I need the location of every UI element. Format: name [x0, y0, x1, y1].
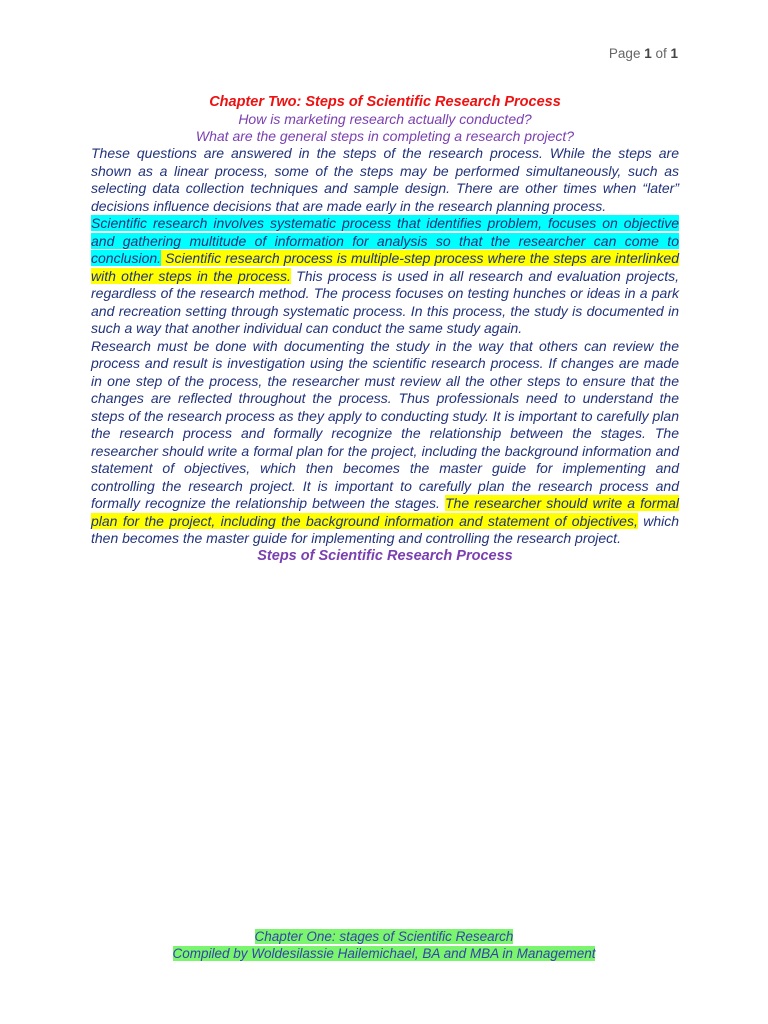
page-current: 1	[644, 46, 652, 61]
page-indicator	[609, 46, 678, 61]
section-subtitle: Steps of Scientific Research Process	[257, 547, 513, 564]
footer	[0, 928, 768, 962]
footer-line-1: Chapter One: stages of Scientific Research	[254, 929, 514, 944]
highlight-yellow-2: The researcher should write a formal plan for the project, including the background information and statement of objectives,	[91, 495, 679, 529]
highlight-cyan: Scientific research involves systematic process that identifies problem, focuses on objective and gathering multitude of information for analysis so that the researcher can come to conclusion.	[91, 215, 679, 266]
paragraph-3-start: Research must be done with documenting the study in the way that others can review the process and result is investigation using the scientific research process. If changes are made in one step of the process, the researcher must review all the other steps to ensure that the changes are reflected throughout the process. Thus professionals need to understand the steps of the research process as they apply to conducting study. It is important to carefully plan the research process and formally recognize the relationship between the stages. The researcher should write a formal plan for the project, including the background information and statement of objectives, which then becomes the master guide for implementing and controlling the research project. It is important to carefully plan the research process and formally recognize the relationship between the stages.	[91, 337, 679, 511]
page-middle: of	[651, 46, 671, 61]
question-1: How is marketing research actually conducted?	[238, 111, 532, 127]
paragraph-3-end: which then becomes the master guide for implementing and controlling the research project.	[91, 512, 680, 546]
page-total: 1	[670, 46, 678, 61]
paragraph-1: These questions are answered in the steps of the research process. While the steps are shown as a linear process, some of the steps may be performed simultaneously, such as selecting data collection techniques and sample design. There are other times when “later” decisions influence decisions that are made early in the research planning process.	[91, 145, 679, 214]
paragraph-2-rest: This process is used in all research and evaluation projects, regardless of the research method. The process focuses on testing hunches or ideas in a park and recreation setting through systematic process. In this process, the study is documented in such a way that another individual can conduct the same study again.	[91, 267, 679, 336]
question-2: What are the general steps in completing a research project?	[195, 128, 575, 144]
document-body	[91, 94, 679, 565]
page-prefix: Page	[608, 46, 645, 61]
highlight-yellow: Scientific research process is multiple-step process where the steps are interlinked with other steps in the process.	[91, 250, 679, 284]
chapter-title: Chapter Two: Steps of Scientific Research Process	[209, 94, 561, 110]
paragraph-3	[91, 338, 679, 548]
paragraph-2	[91, 215, 679, 338]
footer-line-2: Compiled by Woldesilassie Hailemichael, BA and MBA in Management	[172, 946, 596, 961]
